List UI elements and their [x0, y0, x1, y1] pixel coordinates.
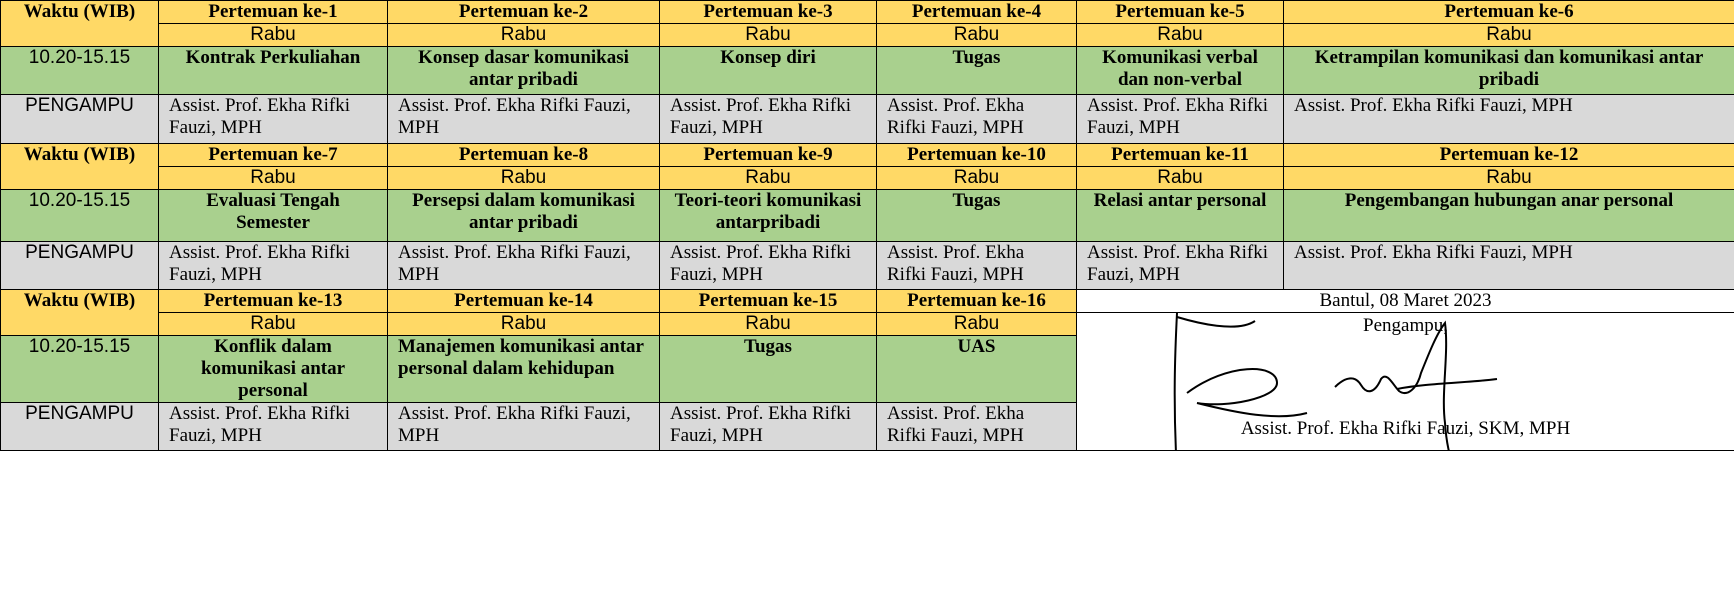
- day-label: Rabu: [159, 313, 388, 336]
- lecturer-cell: Assist. Prof. Ekha Rifki Fauzi, MPH: [660, 403, 877, 451]
- day-label: Rabu: [388, 24, 660, 47]
- signature-name: Assist. Prof. Ekha Rifki Fauzi, SKM, MPH: [1240, 418, 1571, 439]
- day-label: Rabu: [660, 313, 877, 336]
- day-label: Rabu: [877, 313, 1077, 336]
- topic-cell: Tugas: [660, 336, 877, 403]
- time-slot: 10.20-15.15: [1, 336, 159, 403]
- topic-cell: Konsep diri: [660, 47, 877, 95]
- topic-cell: Pengembangan hubungan anar personal: [1284, 190, 1734, 242]
- topic-cell: Tugas: [877, 190, 1077, 242]
- topic-cell: Tugas: [877, 47, 1077, 95]
- meeting-label: Pertemuan ke-2: [388, 1, 660, 24]
- lecturer-cell: Assist. Prof. Ekha Rifki Fauzi, MPH: [660, 95, 877, 144]
- lecturer-cell: Assist. Prof. Ekha Rifki Fauzi, MPH: [877, 403, 1077, 451]
- day-label: Rabu: [660, 167, 877, 190]
- day-row: [1, 167, 1734, 190]
- topic-cell: Manajemen komunikasi antar personal dalam kehidupan: [388, 336, 660, 403]
- topic-cell: Komunikasi verbal dan non-verbal: [1077, 47, 1284, 95]
- meeting-label: Pertemuan ke-7: [159, 144, 388, 167]
- day-label: Rabu: [159, 24, 388, 47]
- day-label: Rabu: [660, 24, 877, 47]
- meeting-label: Pertemuan ke-5: [1077, 1, 1284, 24]
- topic-cell: Kontrak Perkuliahan: [159, 47, 388, 95]
- lecturer-cell: Assist. Prof. Ekha Rifki Fauzi, MPH: [877, 95, 1077, 144]
- day-label: Rabu: [1284, 24, 1734, 47]
- signature-block: [1077, 313, 1734, 451]
- day-label: Rabu: [1284, 167, 1734, 190]
- meeting-label: Pertemuan ke-15: [660, 290, 877, 313]
- day-label: Rabu: [1077, 24, 1284, 47]
- meeting-label: Pertemuan ke-3: [660, 1, 877, 24]
- meeting-label: Pertemuan ke-11: [1077, 144, 1284, 167]
- pengampu-label: PENGAMPU: [1, 95, 159, 144]
- waktu-label: Waktu (WIB): [1, 144, 159, 190]
- meeting-label: Pertemuan ke-16: [877, 290, 1077, 313]
- day-label: Rabu: [388, 167, 660, 190]
- day-label: Rabu: [388, 313, 660, 336]
- lecturer-cell: Assist. Prof. Ekha Rifki Fauzi, MPH: [1284, 242, 1734, 290]
- day-label: Rabu: [159, 167, 388, 190]
- topic-cell: Relasi antar personal: [1077, 190, 1284, 242]
- lecturer-cell: Assist. Prof. Ekha Rifki Fauzi, MPH: [1077, 242, 1284, 290]
- lecturer-cell: Assist. Prof. Ekha Rifki Fauzi, MPH: [660, 242, 877, 290]
- lecturer-row: [1, 95, 1734, 144]
- pengampu-label: PENGAMPU: [1, 403, 159, 451]
- meeting-label: Pertemuan ke-13: [159, 290, 388, 313]
- topic-cell: Persepsi dalam komunikasi antar pribadi: [388, 190, 660, 242]
- pengampu-label: PENGAMPU: [1, 242, 159, 290]
- meeting-header-row: [1, 290, 1734, 313]
- signature-place-date: Bantul, 08 Maret 2023: [1077, 290, 1734, 313]
- lecturer-cell: Assist. Prof. Ekha Rifki Fauzi, MPH: [877, 242, 1077, 290]
- lecturer-cell: Assist. Prof. Ekha Rifki Fauzi, MPH: [159, 95, 388, 144]
- meeting-label: Pertemuan ke-8: [388, 144, 660, 167]
- day-label: Rabu: [877, 167, 1077, 190]
- topic-row: [1, 190, 1734, 242]
- lecturer-cell: Assist. Prof. Ekha Rifki Fauzi, MPH: [388, 242, 660, 290]
- topic-cell: Evaluasi Tengah Semester: [159, 190, 388, 242]
- time-slot: 10.20-15.15: [1, 47, 159, 95]
- day-row: [1, 313, 1734, 336]
- meeting-header-row: [1, 144, 1734, 167]
- lecturer-cell: Assist. Prof. Ekha Rifki Fauzi, MPH: [159, 403, 388, 451]
- lecturer-cell: Assist. Prof. Ekha Rifki Fauzi, MPH: [159, 242, 388, 290]
- meeting-label: Pertemuan ke-4: [877, 1, 1077, 24]
- waktu-label: Waktu (WIB): [1, 1, 159, 47]
- topic-cell: Teori-teori komunikasi antarpribadi: [660, 190, 877, 242]
- lecturer-cell: Assist. Prof. Ekha Rifki Fauzi, MPH: [1077, 95, 1284, 144]
- meeting-label: Pertemuan ke-6: [1284, 1, 1734, 24]
- topic-cell: UAS: [877, 336, 1077, 403]
- waktu-label: Waktu (WIB): [1, 290, 159, 336]
- time-slot: 10.20-15.15: [1, 190, 159, 242]
- meeting-header-row: [1, 1, 1734, 24]
- day-label: Rabu: [1077, 167, 1284, 190]
- meeting-label: Pertemuan ke-1: [159, 1, 388, 24]
- day-label: Rabu: [877, 24, 1077, 47]
- lecturer-row: [1, 242, 1734, 290]
- day-row: [1, 24, 1734, 47]
- topic-row: [1, 47, 1734, 95]
- lecturer-cell: Assist. Prof. Ekha Rifki Fauzi, MPH: [388, 95, 660, 144]
- meeting-label: Pertemuan ke-14: [388, 290, 660, 313]
- lecturer-cell: Assist. Prof. Ekha Rifki Fauzi, MPH: [1284, 95, 1734, 144]
- meeting-label: Pertemuan ke-9: [660, 144, 877, 167]
- topic-cell: Konsep dasar komunikasi antar pribadi: [388, 47, 660, 95]
- meeting-label: Pertemuan ke-12: [1284, 144, 1734, 167]
- topic-cell: Ketrampilan komunikasi dan komunikasi antar pribadi: [1284, 47, 1734, 95]
- meeting-label: Pertemuan ke-10: [877, 144, 1077, 167]
- topic-cell: Konflik dalam komunikasi antar personal: [159, 336, 388, 403]
- lecturer-cell: Assist. Prof. Ekha Rifki Fauzi, MPH: [388, 403, 660, 451]
- signature-role: Pengampu,: [1363, 315, 1448, 336]
